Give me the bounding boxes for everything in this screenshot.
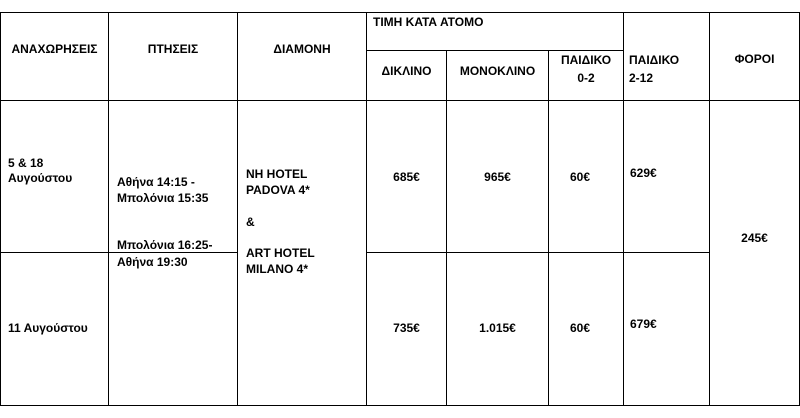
header-child-0-2-line2: 0-2 [577,71,595,85]
row2-price-child-0-2: 60€ [569,321,591,335]
row-divider-prices [366,252,709,253]
row1-price-child-0-2: 60€ [569,170,591,184]
table-border-top [0,12,800,13]
hotel-connector: & [246,215,255,229]
col-divider-4 [446,50,447,406]
col-divider-6 [623,12,624,406]
taxes-value: 245€ [741,231,768,245]
flight-outbound-line2: Μπολόνια 15:35 [117,191,209,205]
header-child-0-2-line1: ΠΑΙΔΙΚΟ [560,53,612,67]
header-subdivider [366,50,623,51]
header-taxes: ΦΟΡΟΙ [734,52,775,66]
row1-dates-line1: 5 & 18 [8,156,44,170]
flight-return-line1: Μπολόνια 16:25- [117,238,213,252]
row1-price-single: 965€ [484,170,511,184]
header-double: ΔΙΚΛΙΝΟ [381,64,432,78]
header-flights: ΠΤΗΣΕΙΣ [147,42,199,56]
row2-price-child-2-12: 679€ [630,317,657,331]
header-bottom-border [0,100,800,101]
header-child-2-12-line2: 2-12 [629,71,654,85]
row1-price-double: 685€ [393,170,420,184]
header-accommodation: ΔΙΑΜΟΝΗ [273,42,331,56]
row2-price-single: 1.015€ [479,321,516,335]
header-departures: ΑΝΑΧΩΡΗΣΕΙΣ [11,42,98,56]
row1-price-child-2-12: 629€ [630,166,657,180]
col-divider-1 [108,12,109,406]
col-divider-2 [237,12,238,406]
header-single: ΜΟΝΟΚΛΙΝΟ [459,64,536,78]
hotel2-line2: MILANO 4* [246,262,309,276]
hotel1-line2: PADOVA 4* [246,183,310,197]
table-border-left [0,12,1,406]
row2-dates: 11 Αυγούστου [8,321,88,335]
hotel2-line1: ART HOTEL [246,246,315,260]
row1-dates-line2: Αυγούστου [8,171,73,185]
hotel1-line1: NH HOTEL [246,167,308,181]
header-price-per-person: ΤΙΜΗ ΚΑΤΑ ΑΤΟΜΟ [373,15,484,29]
row2-price-double: 735€ [393,321,420,335]
col-divider-7 [709,12,710,406]
col-divider-5 [548,50,549,406]
flight-return-line2: Αθήνα 19:30 [117,255,188,269]
flight-outbound-line1: Αθήνα 14:15 - [117,175,195,189]
table-border-bottom [0,405,800,406]
header-child-2-12-line1: ΠΑΙΔΙΚΟ [629,53,680,67]
